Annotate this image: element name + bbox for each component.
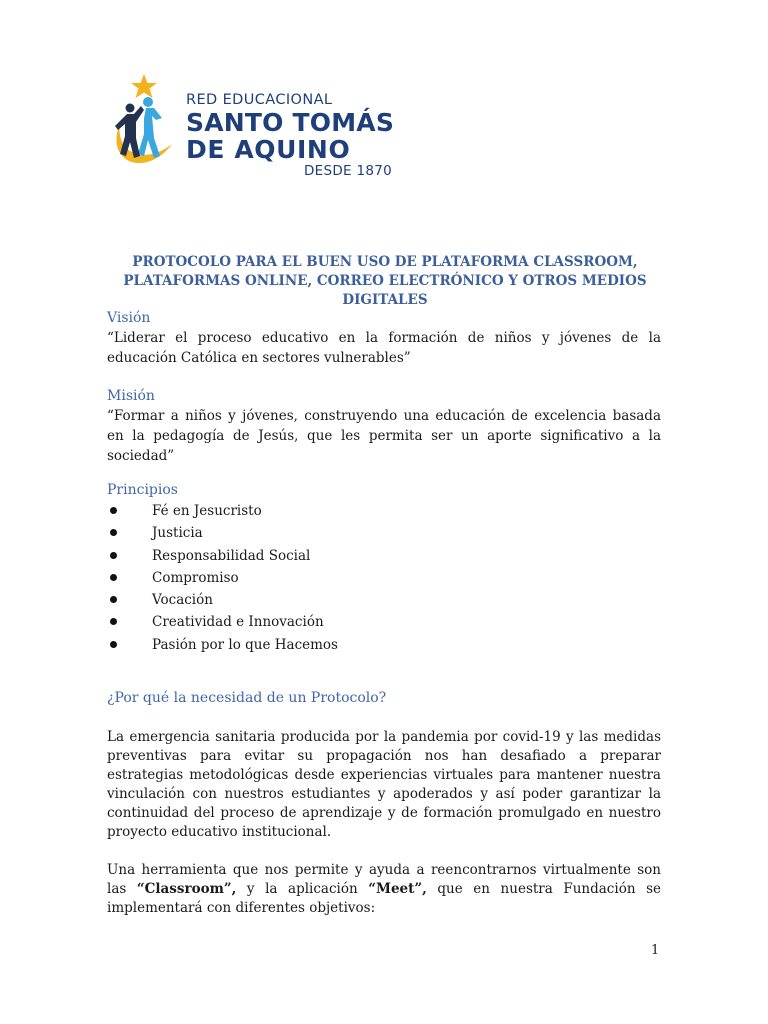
list-item: Responsabilidad Social <box>107 545 661 567</box>
bullet-icon <box>110 574 117 581</box>
protocolo-paragraph-1: La emergencia sanitaria producida por la pandemia por covid-19 y las medidas preventivas para evitar su propagación nos han desafiado a preparar estrategias metodológicas desde experiencias virtuales para mantener nuestra vinculación con nuestros estudiantes y apoderados y así poder garantizar la continuidad del proceso de aprendizaje y de formación promulgado en nuestro proyecto educativo institucional. <box>107 729 661 841</box>
bullet-icon <box>110 529 117 536</box>
bullet-icon <box>110 552 117 559</box>
institution-logo <box>110 72 395 182</box>
protocolo-heading: ¿Por qué la necesidad de un Protocolo? <box>107 690 387 707</box>
classroom-label: “Classroom”, <box>136 881 237 898</box>
list-item: Creatividad e Innovación <box>107 611 661 633</box>
logo-wordmark <box>186 92 394 179</box>
vision-text: “Liderar el proceso educativo en la formación de niños y jóvenes de la educación Católica en sectores vulnerables” <box>107 330 661 366</box>
vision-heading: Visión <box>107 310 151 326</box>
page-number: 1 <box>651 943 660 958</box>
meet-label: “Meet”, <box>368 881 427 898</box>
logo-line-santo-tomas: SANTO TOMÁS <box>186 108 395 137</box>
logo-line-de-aquino: DE AQUINO <box>186 135 351 164</box>
bullet-icon <box>110 641 117 648</box>
logo-line-red-educacional: RED EDUCACIONAL <box>186 92 333 108</box>
mision-section <box>107 386 661 466</box>
list-item: Fé en Jesucristo <box>107 500 661 522</box>
document-title: PROTOCOLO PARA EL BUEN USO DE PLATAFORMA CLASSROOM, PLATAFORMAS ONLINE, CORREO ELECTRÓNICO Y OTROS MEDIOS DIGITALES <box>123 254 647 308</box>
principios-section <box>107 480 661 656</box>
protocolo-paragraph-2: Una herramienta que nos permite y ayuda a reencontrarnos virtualmente son las “Classroom”, y la aplicación “Meet”, que en nuestra Fundación se implementará con diferentes objetivos: <box>107 862 661 917</box>
bullet-icon <box>110 618 117 625</box>
list-item: Pasión por lo que Hacemos <box>107 634 661 656</box>
list-item: Vocación <box>107 589 661 611</box>
principios-heading: Principios <box>107 482 178 498</box>
list-item: Compromiso <box>107 567 661 589</box>
logo-line-desde: DESDE 1870 <box>303 163 393 179</box>
logo-emblem-icon <box>110 72 190 172</box>
document-body <box>107 308 661 918</box>
principios-list <box>107 500 661 656</box>
bullet-icon <box>110 596 117 603</box>
mision-heading: Misión <box>107 388 155 404</box>
bullet-icon <box>110 507 117 514</box>
mision-text: “Formar a niños y jóvenes, construyendo una educación de excelencia basada en la pedagogía de Jesús, que les permita ser un aporte significativo a la sociedad” <box>107 408 661 464</box>
list-item: Justicia <box>107 522 661 544</box>
vision-section <box>107 308 661 368</box>
